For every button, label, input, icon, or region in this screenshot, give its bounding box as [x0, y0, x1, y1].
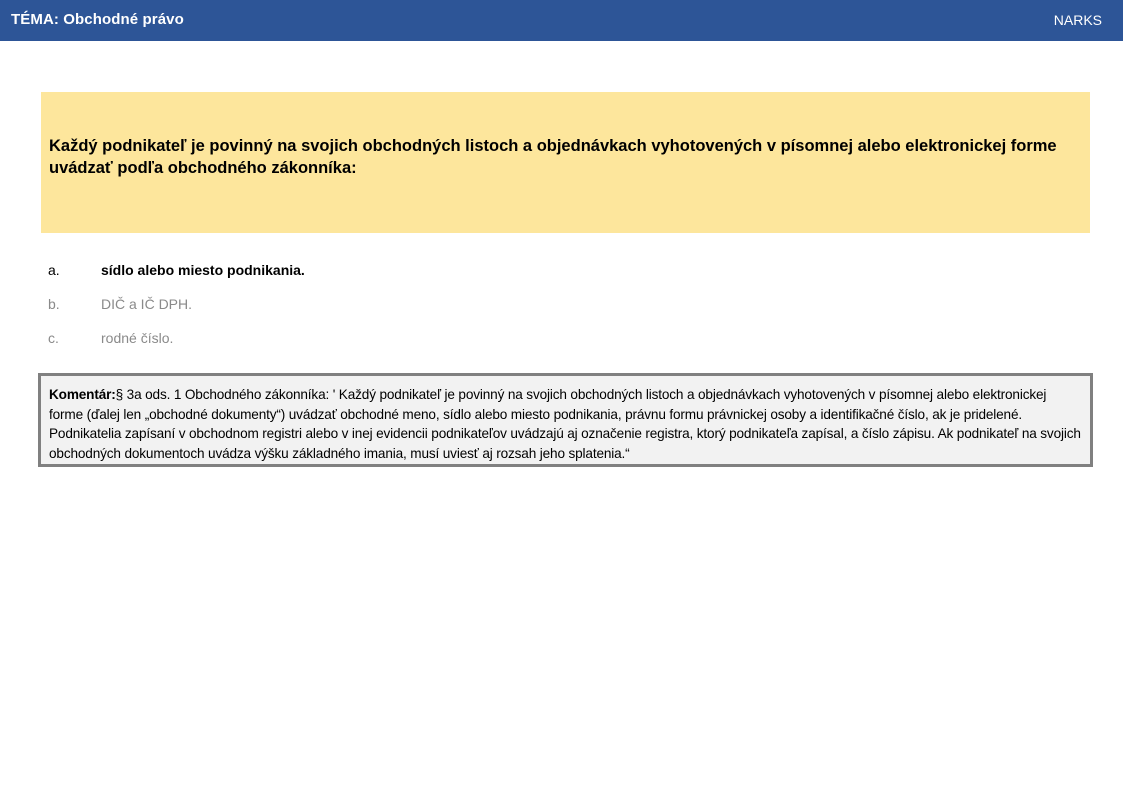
answer-list	[48, 262, 1088, 364]
answer-letter: b.	[48, 296, 60, 312]
brand-label: NARKS	[1053, 12, 1102, 28]
header-bar	[0, 0, 1123, 41]
answer-option-c[interactable]	[48, 330, 1088, 364]
topic-title: TÉMA: Obchodné právo	[11, 11, 184, 28]
answer-letter: a.	[48, 262, 60, 278]
question-box	[41, 92, 1090, 233]
comment-text: § 3a ods. 1 Obchodného zákonníka: ' Každý podnikateľ je povinný na svojich obchodných listoch a objednávkach vyhotovených v písomnej alebo elektronickej forme (ďalej len „obchodné dokumenty“) uvádzať obchodné meno, sídlo alebo miesto podnikania, právnu formu právnickej osoby a identifikačné číslo, ak je pridelené. Podnikatelia zapísaní v obchodnom registri alebo v inej evidencii podnikateľov uvádzajú aj označenie registra, ktorý podnikateľa zapísal, a číslo zápisu. Ak podnikateľ na svojich obchodných dokumentoch uvádza výšku základného imania, musí uviesť aj rozsah jeho splatenia.“	[49, 387, 1081, 461]
answer-option-b[interactable]	[48, 296, 1088, 330]
answer-text: DIČ a IČ DPH.	[101, 296, 193, 312]
answer-letter: c.	[48, 330, 59, 346]
comment-box	[38, 373, 1093, 467]
comment-label: Komentár:	[49, 387, 116, 402]
answer-text: sídlo alebo miesto podnikania.	[101, 262, 305, 278]
answer-option-a[interactable]	[48, 262, 1088, 296]
question-text: Každý podnikateľ je povinný na svojich obchodných listoch a objednávkach vyhotovených v písomnej alebo elektronickej forme uvádzať podľa obchodného zákonníka:	[49, 136, 1057, 177]
answer-text: rodné číslo.	[101, 330, 174, 346]
